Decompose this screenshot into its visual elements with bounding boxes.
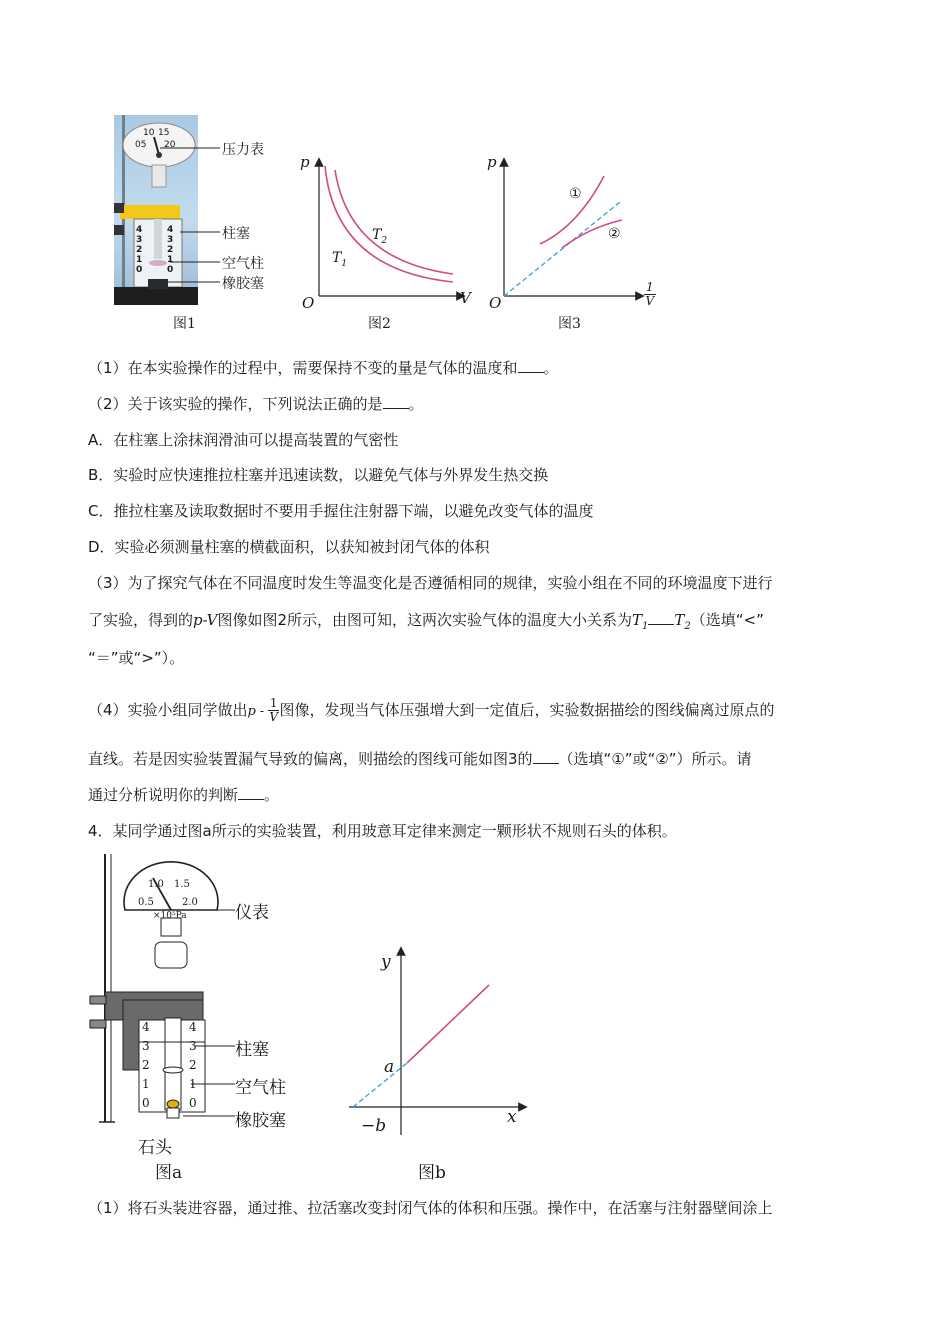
t2-subscript: 2 — [684, 621, 691, 632]
scale-tick: 0 — [189, 1096, 197, 1110]
text: 图像如图2所示，由图可知，这两次实验气体的温度大小关系为 — [217, 611, 632, 629]
q3-part4-line1: （4）实验小组同学做出p - $\frac{1}{V}$ 图像，发现当气体压强增大到一定值后，实验数据描绘的图线偏离过原点的 — [88, 696, 775, 724]
fig2-plot — [295, 150, 480, 310]
label-gauge: 压力表 — [222, 142, 264, 158]
frac-den: V — [269, 710, 278, 724]
figb-extrapolation — [353, 1063, 407, 1107]
label-air-column: 空气柱 — [235, 1078, 286, 1098]
fig2-label-t2 — [372, 227, 387, 246]
text: 通过分析说明你的判断 — [88, 786, 239, 804]
text: （4）实验小组同学做出 — [88, 701, 248, 719]
scale-tick: 4 — [167, 225, 174, 235]
fig2-caption: 图2 — [368, 316, 391, 332]
fig3-caption: 图3 — [558, 316, 581, 332]
scale-tick: 2 — [142, 1058, 150, 1072]
scale-tick: 1 — [189, 1077, 197, 1091]
option-c: C．推拉柱塞及读取数据时不要用手握住注射器下端，以避免改变气体的温度 — [88, 502, 594, 520]
fig3-y-label: p — [487, 153, 497, 171]
text: 图像，发现当气体压强增大到一定值后，实验数据描绘的图线偏离过原点的 — [279, 701, 775, 719]
punct: 。 — [543, 359, 559, 377]
label-stopper: 橡胶塞 — [235, 1111, 286, 1131]
figb-y-intercept: a — [384, 1057, 395, 1077]
t2-symbol: T — [674, 611, 685, 629]
q3-part3-line2 — [88, 610, 764, 637]
p-symbol: p — [247, 704, 256, 719]
dial-tick: 05 — [135, 140, 147, 150]
dial-unit: ×10⁵Pa — [153, 911, 187, 921]
scale-tick: 1 — [136, 255, 143, 265]
option-a: A．在柱塞上涂抹润滑油可以提高装置的气密性 — [88, 431, 399, 449]
label-plunger: 柱塞 — [235, 1040, 269, 1060]
q3-part3-line1: （3）为了探究气体在不同温度时发生等温变化是否遵循相同的规律，实验小组在不同的环境温度下进行 — [88, 574, 773, 592]
label-plunger: 柱塞 — [222, 226, 250, 242]
scale-tick: 0 — [136, 265, 143, 275]
q3-part2 — [88, 394, 424, 414]
scale-tick: 2 — [167, 245, 174, 255]
fig3-x-num: 1 — [646, 280, 654, 294]
scale-tick: 2 — [189, 1058, 197, 1072]
answer-blank[interactable] — [383, 394, 409, 409]
answer-blank[interactable] — [648, 610, 674, 625]
fig3-label-2: ② — [608, 226, 621, 242]
label-meter: 仪表 — [235, 903, 269, 923]
scale-tick: 3 — [167, 235, 174, 245]
q3-part3-line3: “＝”或“>”）。 — [88, 649, 185, 667]
scale-tick: 3 — [189, 1039, 197, 1053]
answer-blank[interactable] — [238, 785, 264, 800]
punct: 。 — [408, 395, 424, 413]
answer-blank[interactable] — [518, 358, 544, 373]
t2-symbol: T — [372, 227, 382, 243]
scale-left — [142, 1018, 150, 1113]
t2-subscript: 2 — [381, 235, 388, 246]
scale-tick: 4 — [142, 1020, 150, 1034]
scale-tick: 4 — [136, 225, 143, 235]
figb-x-label: x — [507, 1107, 517, 1127]
figa-apparatus — [85, 852, 235, 1127]
t1-subscript: 1 — [642, 621, 649, 632]
text: 了实验，得到的 — [88, 611, 194, 629]
figb-y-label: y — [381, 952, 391, 972]
scale-tick: 0 — [142, 1096, 150, 1110]
punct: 。 — [264, 786, 280, 804]
t1-symbol: T — [332, 250, 342, 266]
scale-tick: 3 — [136, 235, 143, 245]
scale-tick: 3 — [142, 1039, 150, 1053]
q4-stem: 4．某同学通过图a所示的实验装置，利用玻意耳定律来测定一颗形状不规则石头的体积。 — [88, 822, 677, 840]
label-air-column: 空气柱 — [222, 256, 264, 272]
scale-tick: 1 — [142, 1077, 150, 1091]
option-d: D．实验必须测量柱塞的横截面积，以获知被封闭气体的体积 — [88, 538, 490, 556]
label-stopper: 橡胶塞 — [222, 276, 264, 292]
dial-value: 1.0 — [148, 879, 164, 890]
scale-tick: 2 — [136, 245, 143, 255]
fig3-plot — [482, 150, 652, 310]
t1-subscript: 1 — [341, 258, 348, 269]
figb-data-line — [407, 985, 489, 1063]
q3-part1 — [88, 358, 559, 378]
dial-value: 1.5 — [174, 879, 190, 890]
figa-caption: 图a — [155, 1163, 183, 1183]
fig1-caption: 图1 — [173, 316, 196, 332]
dial-tick: 10 — [143, 128, 155, 138]
figb-caption: 图b — [418, 1163, 446, 1183]
label-stone: 石头 — [138, 1138, 172, 1158]
t1-symbol: T — [631, 611, 642, 629]
q3-part4-line3 — [88, 785, 279, 805]
answer-blank[interactable] — [533, 749, 559, 764]
fig3-origin: O — [489, 294, 502, 312]
scale-right — [189, 1018, 197, 1113]
text: 直线。若是因实验装置漏气导致的偏离，则描绘的图线可能如图3的 — [88, 750, 533, 768]
dial-tick: 15 — [158, 128, 170, 138]
q3-part4-line2 — [88, 749, 752, 769]
fig2-x-label: V — [460, 289, 471, 307]
inverse-v-fraction — [268, 697, 280, 724]
fig2-y-label: p — [300, 153, 310, 171]
q3-part1-text: （1）在本实验操作的过程中，需要保持不变的量是气体的温度和 — [88, 359, 518, 377]
scale-tick: 4 — [189, 1020, 197, 1034]
text: （选填“<” — [690, 611, 764, 629]
figb-x-intercept: −b — [361, 1116, 387, 1136]
isotherm-t2 — [335, 170, 453, 274]
dial-tick: 20 — [164, 140, 176, 150]
pv-symbol: p-V — [193, 611, 218, 629]
fig3-reference-line — [504, 202, 620, 296]
scale-tick: 1 — [167, 255, 174, 265]
scale-left — [136, 225, 142, 275]
text: （选填“①”或“②”）所示。请 — [558, 750, 752, 768]
fig2-origin: O — [302, 294, 315, 312]
fig3-x-label — [644, 281, 656, 308]
option-b: B．实验时应快速推拉柱塞并迅速读数，以避免气体与外界发生热交换 — [88, 466, 549, 484]
fig2-label-t1 — [332, 250, 347, 269]
frac-num: 1 — [269, 696, 278, 710]
fig1-leader-lines — [160, 140, 224, 290]
fig3-x-den: V — [645, 294, 655, 308]
dial-value: 0.5 — [138, 897, 154, 908]
fig3-label-1: ① — [569, 186, 582, 202]
q3-part2-text: （2）关于该实验的操作，下列说法正确的是 — [88, 395, 383, 413]
q4-part1: （1）将石头装进容器，通过推、拉活塞改变封闭气体的体积和压强。操作中，在活塞与注射器壁间涂上 — [88, 1199, 773, 1217]
scale-tick: 0 — [167, 265, 174, 275]
dial-value: 2.0 — [182, 897, 198, 908]
